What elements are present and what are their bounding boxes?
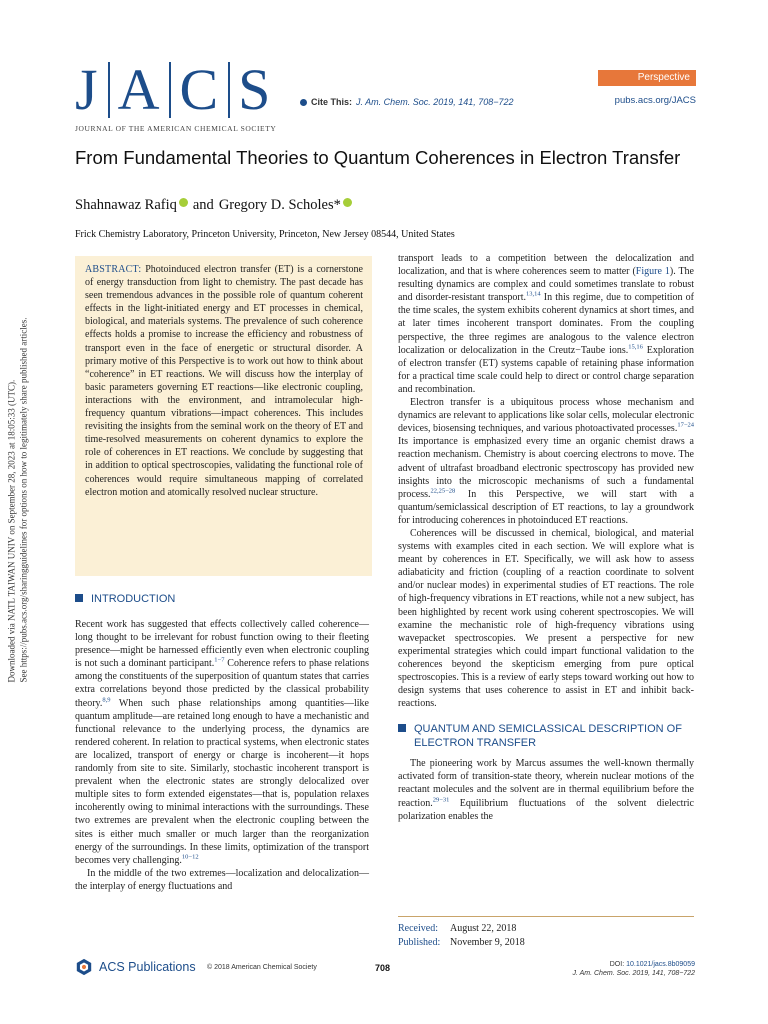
article-title: From Fundamental Theories to Quantum Coherences in Electron Transfer	[75, 147, 681, 168]
doi-label: DOI:	[609, 961, 625, 968]
publisher-name: ACS Publications	[99, 960, 196, 974]
section-heading-quantum	[398, 722, 694, 750]
doi-block	[572, 960, 695, 978]
author-list	[75, 197, 356, 214]
body-text: Equilibrium fluctuations of the solvent dielectric polarization enables the	[398, 797, 694, 822]
body-text: In this regime, due to competition of the time scales, the system exhibits coherent dynamics at short times, and at later times incoherent transport dominates. From the coupling perspective, the three regimes are analogous to the valence electron localization or delocalization in the Creutz−Taube ions.	[398, 292, 694, 356]
article-type-tab: Perspective	[598, 70, 696, 86]
abstract-paragraph	[85, 263, 363, 499]
published-row	[398, 936, 525, 950]
received-date: August 22, 2018	[450, 923, 517, 934]
affiliation: Frick Chemistry Laboratory, Princeton University, Princeton, New Jersey 08544, United States	[75, 229, 455, 240]
journal-logo-letters	[75, 57, 300, 122]
doi-link[interactable]: 10.1021/jacs.8b09059	[626, 961, 695, 968]
logo-letter-a: A	[117, 57, 162, 122]
author-rafiq[interactable]: Shahnawaz Rafiq	[75, 197, 177, 213]
footer-citation: J. Am. Chem. Soc. 2019, 141, 708−722	[572, 970, 695, 977]
download-note-text	[6, 317, 30, 682]
body-paragraph-1	[398, 252, 694, 396]
logo-divider	[169, 62, 171, 118]
body-text: Exploration of electron transfer (ET) systems capable of retaining phase information for a practical time scale could help to direct or control charge separation and recombination.	[398, 344, 694, 395]
dates-divider	[398, 916, 694, 917]
citation-ref[interactable]: 22,25−28	[430, 487, 456, 495]
citation-ref[interactable]: 15,16	[628, 343, 643, 351]
intro-paragraph-2: In the middle of the two extremes—localization and delocalization—the interplay of energy fluctuations and	[75, 867, 369, 892]
right-column	[398, 252, 694, 823]
body-text: transport leads to a competition between the delocalization and localization, and that is where coherences seem to matter (	[398, 253, 694, 278]
body-paragraph-4	[398, 757, 694, 822]
body-text: Electron transfer is a ubiquitous process whose mechanism and dynamics are relevant to applications like solar cells, molecular electronic devices, biosensing techniques, and various photoactivated processes.	[398, 397, 694, 435]
section-heading-introduction	[75, 592, 369, 606]
body-text: The pioneering work by Marcus assumes the well-known thermally activated form of transition-state theory, wherein nuclear motions of the reactant molecules and the solvent are in thermal equilibrium before the reaction.	[398, 758, 694, 809]
citation-ref[interactable]: 29−31	[432, 796, 450, 804]
author-conjunction: and	[192, 197, 214, 213]
download-note	[6, 300, 30, 700]
journal-logo[interactable]	[75, 57, 300, 140]
cite-this[interactable]	[300, 97, 514, 107]
page-footer	[75, 958, 695, 984]
copyright-notice: © 2018 American Chemical Society	[207, 964, 317, 971]
body-text: ). The resulting dynamics are complex and could sometimes translate to robust and disorder-resistant transport.	[398, 266, 695, 304]
cite-label: Cite This:	[311, 97, 353, 107]
body-text: Its importance is emphasized every time an organic chemist draws a reaction mechanism. Chemistry is about coercing electrons to move. The advent of ultrafast broadband electronic spectroscopy has provided new insights into the microscopic mechanisms of such a fundamental process.	[398, 436, 694, 500]
intro-paragraph-1	[75, 618, 369, 867]
abstract-box	[75, 256, 372, 576]
logo-letter-s: S	[238, 57, 273, 122]
body-paragraph-3: Coherences will be discussed in chemical, biological, and material systems with examples cited in each section. We will explore what is meant by coherences in ET. Specifically, we will ask how to assess adiabaticity and friction (coupling of a reaction coordinate to solvent and/or nuclear modes) in experimental studies of ET reactions. The role of high-frequency vibrations in ET reactions, while not a new subject, has been highlighted by recent work using coherent spectroscopies. We will examine the mechanistic role of high-frequency vibrations using wavepacket spectroscopies. We present a perspective for new experimental strategies which could impart functional validation to the coherences beyond the skepticism emerging from pure optical spectroscopies. This is a review of early steps toward working out how to design systems that uses coherence to assist in ET and inhibit back-reactions.	[398, 527, 694, 710]
acs-hexagon-icon	[75, 958, 93, 976]
citation-ref[interactable]: 10−12	[181, 853, 199, 861]
body-text: In this Perspective, we will start with a quantum/semiclassical description of ET reactions, to lay a groundwork for introducing coherences in photoinduced ET reactions.	[398, 488, 694, 526]
published-label: Published:	[398, 937, 441, 948]
doi-line	[572, 960, 695, 969]
section-bullet-icon	[398, 724, 406, 732]
page-number: 708	[375, 963, 391, 973]
logo-divider	[228, 62, 230, 118]
citation-ref[interactable]: 1−7	[214, 656, 225, 664]
body-paragraph-2	[398, 396, 694, 527]
intro-text: When such phase relationships among quantities—like quantum amplitude—are retained long enough to have a mechanistic and functional relevance to the underlying process, the dynamics are rendered coherent. In relation to practical systems, when electronic states are localized, transport of energy or charge is incoherent—it hops randomly from site to site. Similarly, stochastic incoherent transport is prevalent when the electronic states are strongly delocalized over multiple sites to form extended eigenstates—that is, population relaxes incoherently owing to minimal interactions with the surroundings. These two extremes are prevalent when the electronic coupling between the sites is either much smaller or much larger than the reorganization energy of the surroundings. In these limits, optimization of the transport becomes very challenging.	[75, 697, 369, 866]
citation-ref[interactable]: 17−24	[677, 421, 694, 429]
publication-dates	[398, 922, 525, 950]
cite-icon	[300, 99, 307, 106]
logo-divider	[108, 62, 110, 118]
logo-letter-c: C	[179, 57, 221, 122]
intro-text: Recent work has suggested that effects collectively called coherence—long thought to be irrelevant for robust function owing to their fleeting presence—might be harnessed efficiently even when electronic coupling is not such a dominant participant.	[75, 619, 369, 670]
logo-letter-j: J	[75, 57, 100, 122]
orcid-icon[interactable]	[343, 198, 352, 207]
section-heading-label: INTRODUCTION	[91, 593, 176, 605]
section-heading-label: QUANTUM AND SEMICLASSICAL DESCRIPTION OF ELECTRON TRANSFER	[414, 723, 682, 750]
author-scholes[interactable]: Gregory D. Scholes*	[218, 197, 341, 213]
citation-ref[interactable]: 13,14	[526, 290, 541, 298]
received-row	[398, 922, 525, 936]
received-label: Received:	[398, 923, 438, 934]
intro-text: Coherence refers to phase relations among the constituents of the superposition of quantum states that carries extra correlations beyond those predicted by the classical probability theory.	[75, 658, 370, 709]
published-date: November 9, 2018	[450, 937, 525, 948]
abstract-label: ABSTRACT:	[85, 264, 142, 275]
figure-link[interactable]: Figure 1	[635, 266, 670, 278]
download-note-line-2: See https://pubs.acs.org/sharingguidelines for options on how to legitimately share published articles.	[19, 317, 29, 683]
abstract-text: Photoinduced electron transfer (ET) is a cornerstone of energy transduction from light to chemistry. The past decade has seen tremendous advances in the possible role of quantum coherent effects in the light-initiated energy and ET processes in chemical, biological, and materials systems. The prevalence of such coherence effects holds a promise to increase the efficiency and robustness of transport even in the face of energetic or structural disorder. A primary motive of this Perspective is to work out how to think about “coherence” in ET reactions. We will discuss how the interplay of basic parameters governing ET reactions—like electronic coupling, interactions with the environment, and intramolecular high-frequency quantum vibrations—impact coherences. This includes revisiting the insights from the seminal work on the theory of ET and time-resolved measurements on coherent dynamics to explore the role of coherences in ET reactions. We conclude by suggesting that in addition to optical spectroscopies, validating the functional role of coherences would require simultaneous mapping of correlated electron motion and atomically resolved nuclear structure.	[85, 264, 363, 498]
download-note-line-1: Downloaded via NATL TAIWAN UNIV on September 28, 2023 at 18:05:33 (UTC).	[7, 379, 17, 683]
section-bullet-icon	[75, 594, 83, 602]
cite-reference[interactable]: J. Am. Chem. Soc. 2019, 141, 708−722	[356, 97, 514, 107]
left-column	[75, 592, 369, 893]
orcid-icon[interactable]	[179, 198, 188, 207]
journal-subtitle: JOURNAL OF THE AMERICAN CHEMICAL SOCIETY	[75, 124, 277, 133]
acs-publications-logo[interactable]	[75, 958, 196, 976]
citation-ref[interactable]: 8,9	[102, 696, 111, 704]
journal-url-link[interactable]: pubs.acs.org/JACS	[614, 95, 696, 106]
